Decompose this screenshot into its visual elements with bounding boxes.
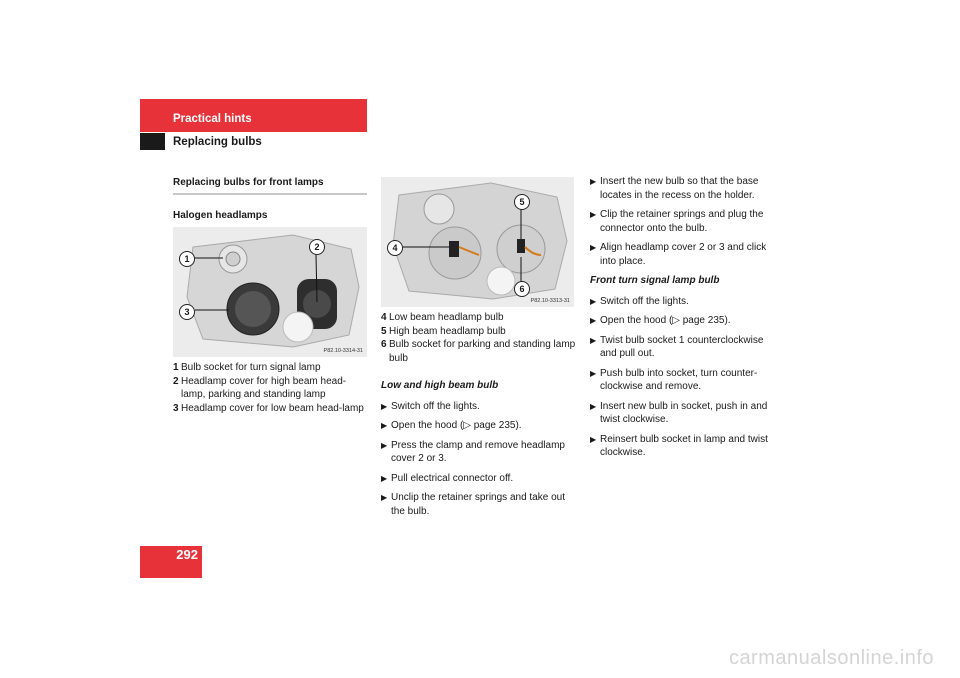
subhead-turn-signal: Front turn signal lamp bulb (590, 275, 720, 286)
arrow-icon: ▶ (381, 473, 388, 483)
step-item: ▶ Unclip the retainer springs and take out the bulb. (381, 492, 565, 517)
arrow-icon: ▶ (590, 434, 597, 444)
headlamp-illustration (173, 227, 367, 357)
step-item: ▶ Insert the new bulb so that the base locates in the recess on the holder. (590, 176, 759, 201)
callout-1: 1 (179, 251, 195, 267)
legend-item: 2 Headlamp cover for high beam head-lamp, parking and standing lamp (173, 375, 347, 400)
callout-6: 6 (514, 281, 530, 297)
arrow-icon: ▶ (590, 401, 597, 411)
subhead-low-high: Low and high beam bulb (381, 380, 499, 391)
subsection-title: Replacing bulbs (173, 136, 262, 148)
callout-5: 5 (514, 194, 530, 210)
legend-item: 4 Low beam headlamp bulb (381, 312, 504, 323)
step-item: ▶ Insert new bulb in socket, push in and twist clockwise. (590, 400, 768, 425)
step-item: ▶ Clip the retainer springs and plug the connector onto the bulb. (590, 209, 764, 234)
arrow-icon: ▶ (590, 210, 597, 219)
legend-item: 1 Bulb socket for turn signal lamp (173, 362, 321, 373)
step-item: ▶ Switch off the lights. (381, 400, 480, 412)
step-item: ▶ Open the hood (▷ page 235). (590, 315, 731, 326)
middle-column (381, 311, 577, 379)
headlamp-rear-illustration (381, 177, 574, 307)
arrow-icon: ▶ (590, 368, 597, 378)
arrow-icon: ▶ (381, 421, 388, 430)
figure-code: P82.10-3314-31 (323, 348, 363, 354)
arrow-icon: ▶ (381, 401, 388, 411)
legend-item: 6 Bulb socket for parking and standing lamp bulb (381, 339, 576, 364)
step-item: ▶ Open the hood (▷ page 235). (381, 420, 522, 431)
legend-item: 3 Headlamp cover for low beam head-lamp (173, 402, 364, 414)
step-item: ▶ Twist bulb socket 1 counterclockwise and pull out. (590, 334, 764, 359)
legend-item: 5 High beam headlamp bulb (381, 325, 506, 337)
step-item: ▶ Switch off the lights. (590, 295, 689, 307)
right-column (590, 175, 780, 466)
callout-2: 2 (309, 239, 325, 255)
left-legend (173, 361, 367, 415)
arrow-icon: ▶ (590, 296, 597, 306)
callout-3: 3 (179, 304, 195, 320)
step-item: ▶ Press the clamp and remove headlamp cover 2 or 3. (381, 439, 565, 464)
step-item: ▶ Push bulb into socket, turn counter-clockwise and remove. (590, 367, 758, 392)
arrow-icon: ▶ (590, 177, 597, 186)
subsection-marker (140, 133, 165, 150)
figure-code: P82.10-3313-31 (530, 298, 570, 304)
arrow-icon: ▶ (590, 335, 597, 345)
arrow-icon: ▶ (381, 493, 388, 502)
step-item: ▶ Align headlamp cover 2 or 3 and click into place. (590, 242, 767, 267)
step-item: ▶ Reinsert bulb socket in lamp and twist clockwise. (590, 433, 768, 458)
headlamp-figure-rear (381, 177, 574, 307)
page-number: 292 (176, 547, 198, 562)
arrow-icon: ▶ (381, 440, 388, 450)
section-heading: Replacing bulbs for front lamps (173, 176, 367, 195)
halogen-heading: Halogen headlamps (173, 209, 268, 221)
section-title: Practical hints (173, 113, 252, 125)
left-column (173, 176, 367, 222)
arrow-icon: ▶ (590, 243, 597, 252)
callout-4: 4 (387, 240, 403, 256)
arrow-icon: ▶ (590, 316, 597, 325)
headlamp-figure-front (173, 227, 367, 357)
step-item: ▶ Pull electrical connector off. (381, 472, 514, 484)
watermark: carmanualsonline.info (728, 647, 934, 669)
middle-steps (381, 379, 577, 524)
